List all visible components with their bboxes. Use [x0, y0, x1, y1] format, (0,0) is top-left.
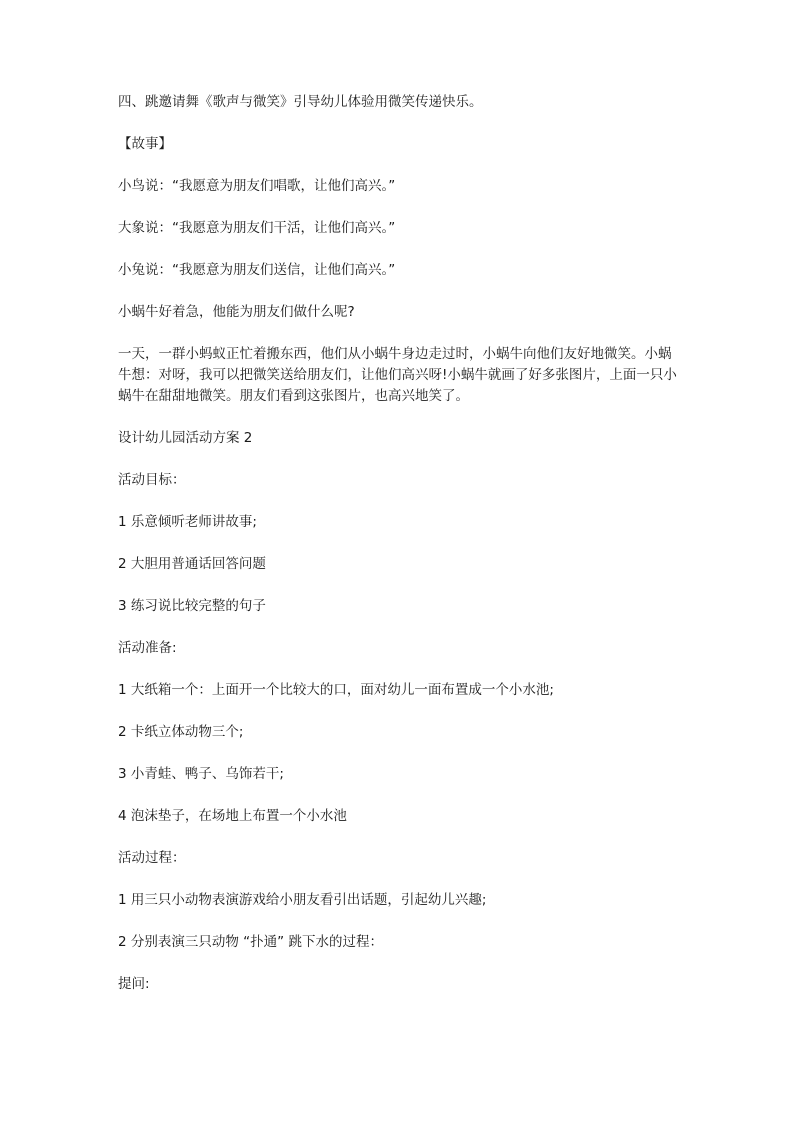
paragraph-goal-2: 2 大胆用普通话回答问题 — [118, 556, 266, 572]
paragraph-prep-2: 2 卡纸立体动物三个; — [118, 724, 244, 740]
paragraph-snail-story: 一天，一群小蚂蚁正忙着搬东西，他们从小蜗牛身边走过时，小蜗牛向他们友好地微笑。小蜗牛想：对呀，我可以把微笑送给朋友们，让他们高兴呀!小蜗牛就画了好多张图片，上面一只小蜗牛在甜甜地微笑。朋友们看到这张图片，也高兴地笑了。 — [118, 346, 677, 404]
document-page — [118, 92, 683, 995]
paragraph-prep-heading: 活动准备: — [118, 640, 177, 656]
paragraph-prep-1: 1 大纸箱一个：上面开一个比较大的口，面对幼儿一面布置成一个小水池; — [118, 682, 554, 698]
paragraph-snail-question: 小蜗牛好着急，他能为朋友们做什么呢? — [118, 304, 355, 320]
paragraph-question-heading: 提问: — [118, 976, 150, 992]
paragraph-process-1: 1 用三只小动物表演游戏给小朋友看引出话题，引起幼儿兴趣; — [118, 892, 487, 908]
paragraph-goal-3: 3 练习说比较完整的句子 — [118, 598, 266, 614]
paragraph-prep-3: 3 小青蛙、鸭子、乌饰若干; — [118, 766, 284, 782]
paragraph-plan-title: 设计幼儿园活动方案 2 — [118, 430, 253, 446]
paragraph-story-heading: 【故事】 — [118, 136, 172, 152]
paragraph-process-heading: 活动过程： — [118, 850, 186, 866]
paragraph-goals-heading: 活动目标： — [118, 472, 186, 488]
paragraph-bird: 小鸟说：“我愿意为朋友们唱歌，让他们高兴。” — [118, 178, 396, 194]
paragraph-goal-1: 1 乐意倾听老师讲故事; — [118, 514, 257, 530]
paragraph-rabbit: 小兔说：“我愿意为朋友们送信，让他们高兴。” — [118, 262, 396, 278]
paragraph-process-2: 2 分别表演三只动物 “扑通” 跳下水的过程： — [118, 934, 383, 950]
paragraph-elephant: 大象说：“我愿意为朋友们干活，让他们高兴。” — [118, 220, 396, 236]
paragraph-dance: 四、跳邀请舞《歌声与微笑》引导幼儿体验用微笑传递快乐。 — [118, 94, 483, 110]
paragraph-prep-4: 4 泡沫垫子，在场地上布置一个小水池 — [118, 808, 347, 824]
